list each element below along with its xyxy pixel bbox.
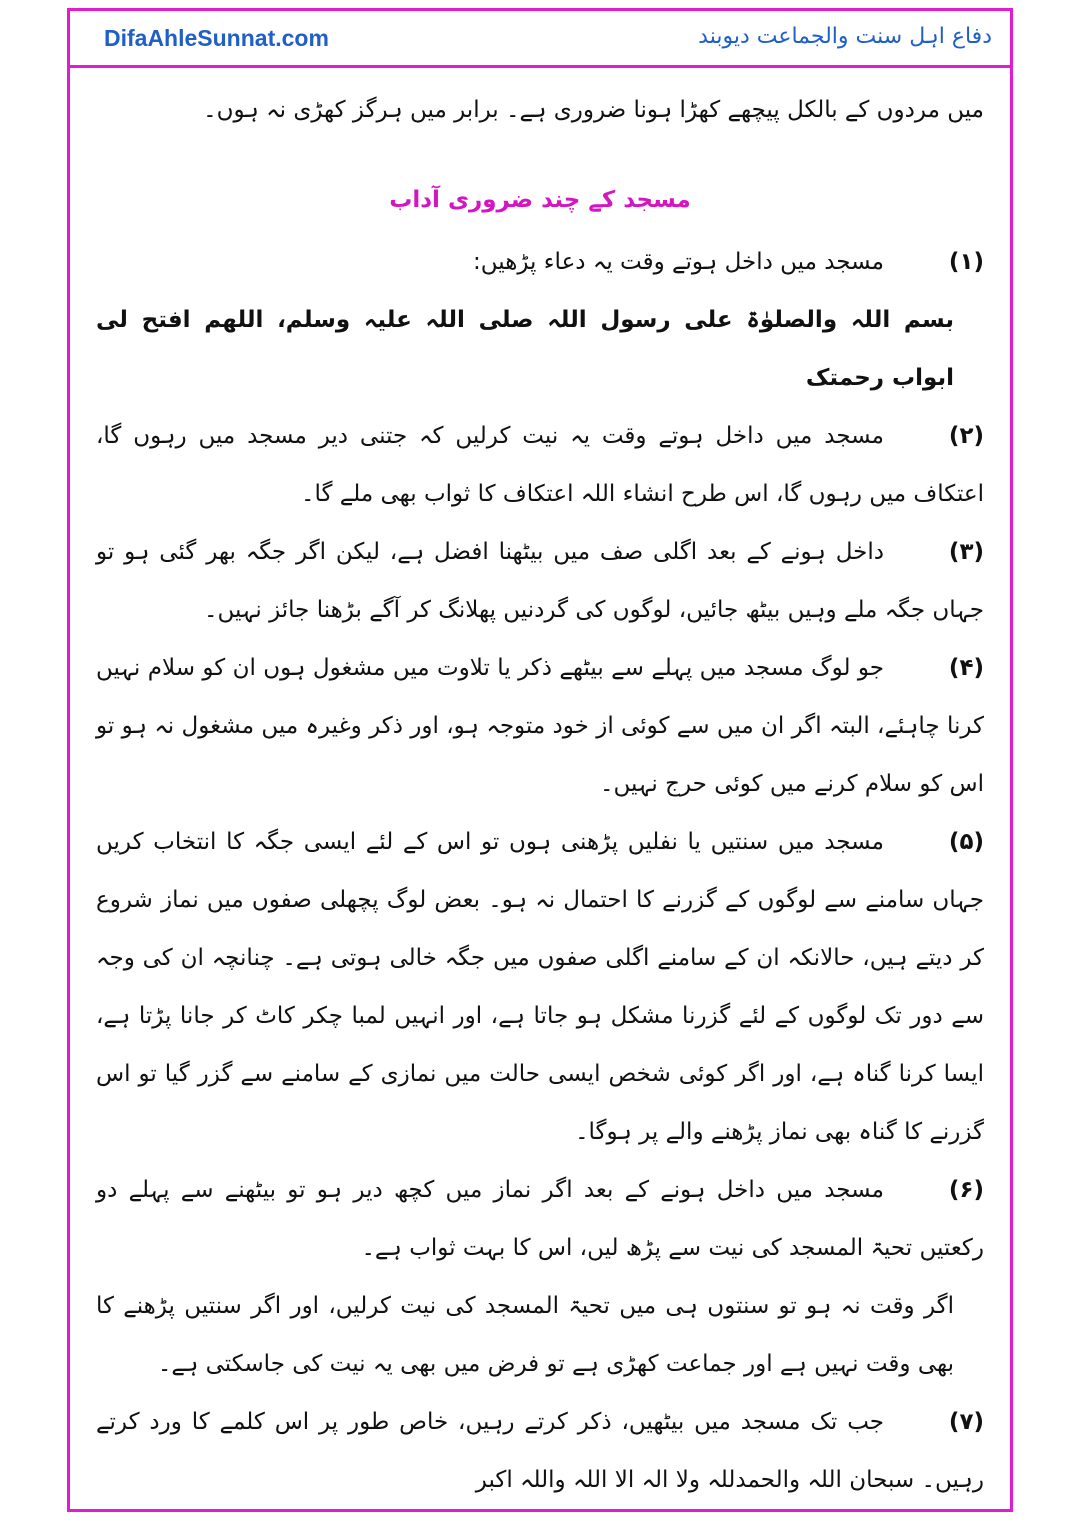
list-item-1 (96, 233, 984, 291)
page-content (96, 81, 984, 1509)
item-text: جب تک مسجد میں بیٹھیں، ذکر کرتے رہیں، خاص طور پر اس کلمے کا ورد کرتے رہیں۔ سبحان اللہ والحمدللہ ولا الہ الا اللہ واللہ اکبر (96, 1409, 984, 1493)
item-number: (۲) (948, 423, 984, 449)
item-text: مسجد میں سنتیں یا نفلیں پڑھنی ہوں تو اس کے لئے ایسی جگہ کا انتخاب کریں جہاں سامنے سے لوگوں کے گزرنے کا احتمال نہ ہو۔ بعض لوگ پچھلی صفوں میں نماز شروع کر دیتے ہیں، حالانکہ ان کے سامنے اگلی صفوں میں جگہ خالی ہوتی ہے۔ چنانچہ ان کی وجہ سے دور تک لوگوں کے لئے گزرنا مشکل ہو جاتا ہے، اور انہیں لمبا چکر کاٹ کر جانا پڑتا ہے، ایسا کرنا گناہ ہے، اور اگر کوئی شخص ایسی حالت میں نمازی کے سامنے سے گزر گیا تو اس گزرنے کا گناہ بھی نماز پڑھنے والے پر ہوگا۔ (96, 829, 984, 1145)
header-divider (70, 65, 1010, 68)
intro-text: میں مردوں کے بالکل پیچھے کھڑا ہونا ضروری ہے۔ برابر میں ہرگز کھڑی نہ ہوں۔ (203, 97, 984, 123)
site-url-link[interactable]: DifaAhleSunnat.com (104, 25, 329, 51)
item-text: مسجد میں داخل ہوتے وقت یہ دعاء پڑھیں: (473, 249, 884, 275)
item-number: (۴) (948, 655, 984, 681)
dua-text: بسم اللہ والصلوٰۃ علی رسول اللہ صلی اللہ علیہ وسلم، اللھم افتح لی ابواب رحمتک (96, 307, 954, 391)
item-number: (۶) (948, 1177, 984, 1203)
item-number: (۵) (948, 829, 984, 855)
item-text: مسجد میں داخل ہونے کے بعد اگر نماز میں کچھ دیر ہو تو بیٹھنے سے پہلے دو رکعتیں تحیۃ المسجد کی نیت سے پڑھ لیں، اس کا بہت ثواب ہے۔ (96, 1177, 984, 1261)
list-item-7 (96, 1393, 984, 1509)
list-item-4 (96, 639, 984, 813)
list-item-3 (96, 523, 984, 639)
list-item-2 (96, 407, 984, 523)
item-text: جو لوگ مسجد میں پہلے سے بیٹھے ذکر یا تلاوت میں مشغول ہوں ان کو سلام نہیں کرنا چاہئے، البتہ اگر ان میں سے کوئی از خود متوجہ ہو، اور ذکر وغیرہ میں مشغول نہ ہو تو اس کو سلام کرنے میں کوئی حرج نہیں۔ (96, 655, 984, 797)
site-title: دفاع اہل سنت والجماعت دیوبند (698, 24, 992, 49)
note-text: اگر وقت نہ ہو تو سنتوں ہی میں تحیۃ المسجد کی نیت کرلیں، اور اگر سنتیں پڑھنے کا بھی وقت نہیں ہے اور جماعت کھڑی ہے تو فرض میں بھی یہ نیت کی جاسکتی ہے۔ (96, 1293, 954, 1377)
list-item-5 (96, 813, 984, 1161)
page-frame (67, 8, 1013, 1512)
item-number: (۷) (948, 1409, 984, 1435)
item-number: (۱) (948, 249, 984, 275)
list-item-6 (96, 1161, 984, 1277)
section-heading: مسجد کے چند ضروری آداب (389, 187, 691, 213)
item-text: مسجد میں داخل ہوتے وقت یہ نیت کرلیں کہ جتنی دیر مسجد میں رہوں گا، اعتکاف میں رہوں گا، اس طرح انشاء اللہ اعتکاف کا ثواب بھی ملے گا۔ (96, 423, 984, 507)
item-text: داخل ہونے کے بعد اگلی صف میں بیٹھنا افضل ہے، لیکن اگر جگہ بھر گئی ہو تو جہاں جگہ ملے وہیں بیٹھ جائیں، لوگوں کی گردنیں پھلانگ کر آگے بڑھنا جائز نہیں۔ (96, 539, 984, 623)
item-number: (۳) (948, 539, 984, 565)
